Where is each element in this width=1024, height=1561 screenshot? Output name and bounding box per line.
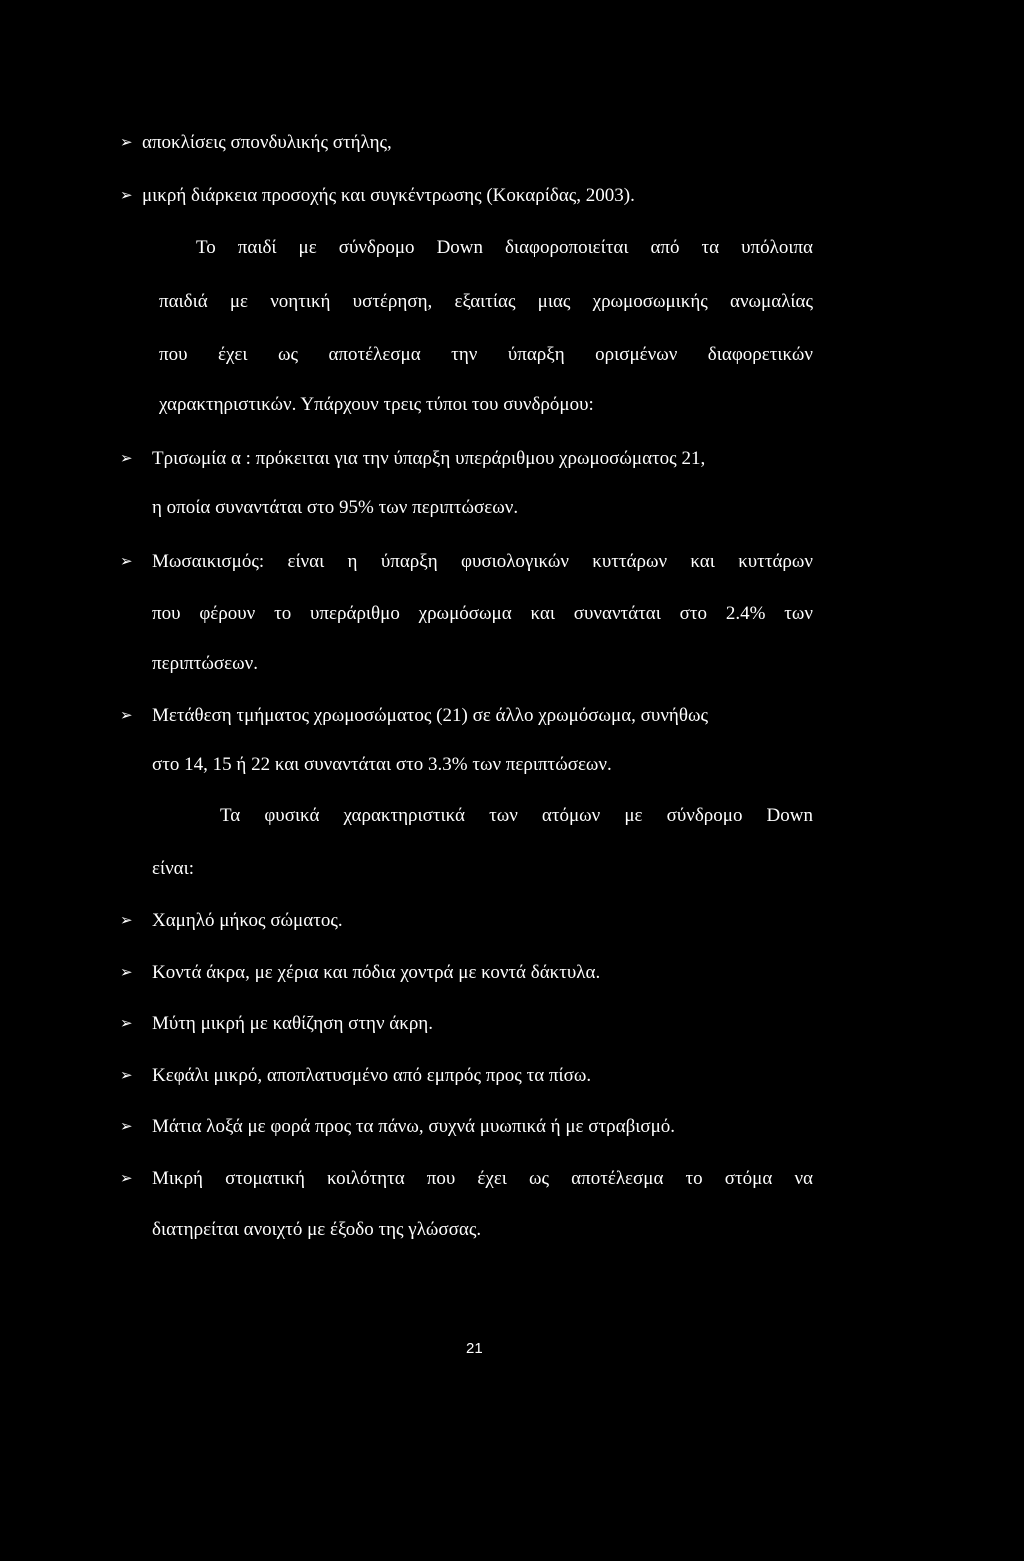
- paragraph-line: Τα φυσικά χαρακτηριστικά των ατόμων με σύνδρομο Down: [220, 805, 813, 826]
- list-item: [120, 1063, 591, 1088]
- list-item-text: Μετάθεση τμήματος χρωμοσώματος (21) σε άλλο χρωμόσωμα, συνήθως: [152, 705, 708, 726]
- list-item-text: Μικρή στοματική κοιλότητα που έχει ως αποτέλεσμα το στόμα να: [152, 1168, 813, 1189]
- list-item: [120, 446, 705, 471]
- list-item-text: Κοντά άκρα, με χέρια και πόδια χοντρά με κοντά δάκτυλα.: [152, 962, 601, 983]
- list-item-continuation: που φέρουν το υπεράριθμο χρωμόσωμα και συναντάται στο 2.4% των: [152, 603, 813, 624]
- arrow-bullet-icon: ➢: [120, 911, 133, 929]
- arrow-bullet-icon: ➢: [120, 1117, 133, 1135]
- list-item-continuation: στο 14, 15 ή 22 και συναντάται στο 3.3% των περιπτώσεων.: [152, 754, 612, 775]
- list-item: [120, 183, 635, 208]
- list-item: [120, 130, 392, 155]
- list-item-continuation: διατηρείται ανοιχτό με έξοδο της γλώσσας.: [152, 1219, 482, 1240]
- arrow-bullet-icon: ➢: [120, 1169, 133, 1187]
- arrow-bullet-icon: ➢: [120, 449, 133, 467]
- arrow-bullet-icon: ➢: [120, 1014, 133, 1032]
- list-item-text: Κεφάλι μικρό, αποπλατυσμένο από εμπρός προς τα πίσω.: [152, 1065, 592, 1086]
- list-item: [120, 703, 708, 728]
- paragraph-line: Το παιδί με σύνδρομο Down διαφοροποιείται από τα υπόλοιπα: [196, 237, 813, 258]
- list-item-text: Τρισωμία α : πρόκειται για την ύπαρξη υπεράριθμου χρωμοσώματος 21,: [152, 448, 706, 469]
- arrow-bullet-icon: ➢: [120, 706, 133, 724]
- arrow-bullet-icon: ➢: [120, 1066, 133, 1084]
- list-item: [120, 549, 813, 574]
- list-item: [120, 1114, 675, 1139]
- list-item-text: Μύτη μικρή με καθίζηση στην άκρη.: [152, 1013, 433, 1034]
- list-item-text: αποκλίσεις σπονδυλικής στήλης,: [142, 132, 392, 153]
- list-item-text: μικρή διάρκεια προσοχής και συγκέντρωσης (Κοκαρίδας, 2003).: [142, 185, 635, 206]
- list-item: [120, 1011, 433, 1036]
- paragraph-line: που έχει ως αποτέλεσμα την ύπαρξη ορισμένων διαφορετικών: [159, 344, 813, 365]
- list-item-text: Μωσαικισμός: είναι η ύπαρξη φυσιολογικών κυττάρων και κυττάρων: [152, 551, 813, 572]
- arrow-bullet-icon: ➢: [120, 186, 133, 204]
- arrow-bullet-icon: ➢: [120, 133, 133, 151]
- list-item-continuation: περιπτώσεων.: [152, 653, 258, 674]
- page-number: 21: [466, 1340, 483, 1357]
- paragraph-line: είναι:: [152, 858, 195, 879]
- list-item-text: Χαμηλό μήκος σώματος.: [152, 910, 343, 931]
- list-item: [120, 960, 600, 985]
- list-item: [120, 1166, 813, 1191]
- list-item: [120, 908, 343, 933]
- arrow-bullet-icon: ➢: [120, 552, 133, 570]
- arrow-bullet-icon: ➢: [120, 963, 133, 981]
- list-item-continuation: η οποία συναντάται στο 95% των περιπτώσεων.: [152, 497, 519, 518]
- paragraph-line: παιδιά με νοητική υστέρηση, εξαιτίας μιας χρωμοσωμικής ανωμαλίας: [159, 291, 813, 312]
- paragraph-line: χαρακτηριστικών. Υπάρχουν τρεις τύποι του συνδρόμου:: [159, 394, 594, 415]
- list-item-text: Μάτια λοξά με φορά προς τα πάνω, συχνά μυωπικά ή με στραβισμό.: [152, 1116, 676, 1137]
